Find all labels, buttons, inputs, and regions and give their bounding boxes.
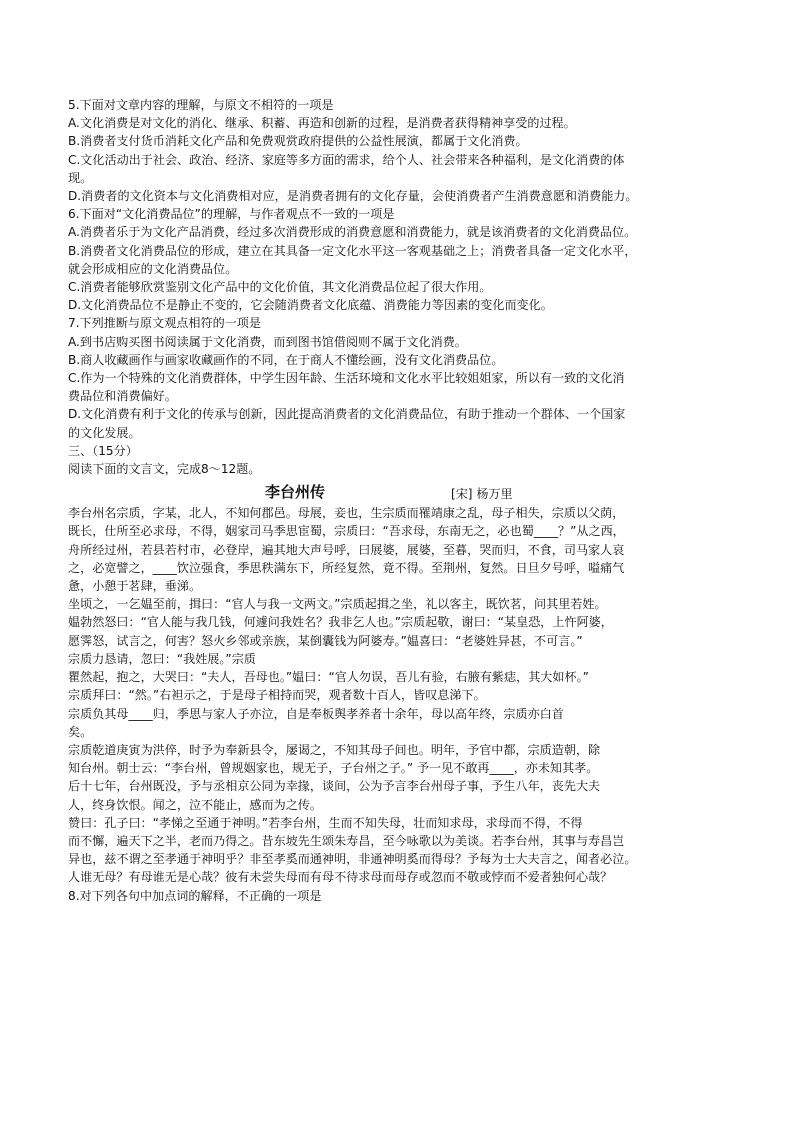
passage-line: 后十七年，台州既没，予与丞相京公同为幸掾，谈间，公为予言李台州母子事，予生八年，丧先大夫 [68,779,601,794]
text-line: 现。 [68,170,93,185]
text-line: C.作为一个特殊的文化消费群体，中学生因年龄、生活环境和文化水平比较姐姐家，所以有一致的文化消 [68,371,625,386]
text-line: B.消费者文化消费品位的形成，建立在其具备一定文化水平这一客观基础之上；消费者具备一定文化水平， [68,243,637,258]
text-line: C.消费者能够欣赏鉴别文化产品中的文化价值，其文化消费品位起了很大作用。 [68,280,492,295]
passage-line: 媪勃然怒曰：“官人能与我几钱，何遽问我姓名？我非乞人也。”宗质起敬，谢曰：“某皇恐，上忤阿婆， [68,615,613,630]
passage-line: 知台州。朝士云：“李台州，曾规姻家也，规无子，子台州之子。” 予一见不敢再____，亦未知其孝。 [68,761,599,776]
passage-line: 宗质乾道庚寅为洪倅，时予为奉新县令，屡谒之，不知其母子间也。明年，予官中都，宗质造朝，除 [68,742,601,757]
text-line: 6.下面对“文化消费品位”的理解，与作者观点不一致的一项是 [68,207,395,222]
text-line: 三、（15分） [68,443,138,458]
text-line: 的文化发展。 [68,425,141,440]
question-block [68,96,738,478]
passage-line: 宗质拜曰：“然。”右袒示之，于是母子相持而哭，观者数十百人，皆叹息涕下。 [68,688,486,703]
passage-line: 异也，兹不谓之至孝通于神明乎？非至孝奚而通神明，非通神明奚而得母？予每为士大夫言之，闻者必泣。 [68,852,637,867]
text-line: C.文化活动出于社会、政治、经济、家庭等多方面的需求，给个人、社会带来各种福利，是文化消费的体 [68,152,625,167]
text-line: A.文化消费是对文化的消化、继承、积蓄、再造和创新的过程，是消费者获得精神享受的过程。 [68,116,576,131]
passage-line: 瞿然起，抱之，大哭曰：“夫人，吾母也。”媪曰：“官人勿误，吾儿有验，右腋有紫痣，其大如杯。” [68,670,589,685]
text-line: 5.下面对文章内容的理解，与原文不相符的一项是 [68,98,334,112]
passage-line: 8.对下列各句中加点词的解释，不正确的一项是 [68,888,322,903]
passage-line: 舟所经过州，若县若村市，必登岸，遍其地大声号呼，曰展婆，展婆，至暮，哭而归，不食，司马家人哀 [68,542,625,557]
passage-line: 矣。 [68,724,93,739]
document-page [68,96,738,905]
text-line: A.消费者乐于为文化产品消费，经过多次消费形成的消费意愿和消费能力，就是该消费者的文化消费品位。 [68,225,637,240]
passage-line: 宗质力恳请，忽曰：“我姓展。”宗质 [68,651,256,666]
passage-line: 而不懈，遍天下之半，老而乃得之。昔东坡先生颂朱寿昌，至今咏歌以为美谈。若李台州，其事与寿昌岂 [68,833,625,848]
passage-block [68,504,738,904]
passage-author: [宋] 杨万里 [451,487,513,502]
text-line: 就会形成相应的文化消费品位。 [68,261,238,276]
text-line: D.消费者的文化资本与文化消费相对应，是消费者拥有的文化存量，会使消费者产生消费意愿和消费能力。 [68,189,638,204]
passage-line: 惫，小憩于茗肆，垂涕。 [68,579,202,594]
text-line: D.文化消费有利于文化的传承与创新，因此提高消费者的文化消费品位，有助于推动一个群体、一个国家 [68,407,626,422]
passage-line: 既长，仕所至必求母，不得，姻家司马季思宦蜀，宗质曰：“吾求母，东南无之，必也蜀____？”从之西， [68,524,625,539]
text-line: A.到书店购买图书阅读属于文化消费，而到图书馆借阅则不属于文化消费。 [68,334,467,349]
passage-line: 李台州名宗质，字某，北人，不知何郡邑。母展，妾也，生宗质而罹靖康之乱，母子相失，宗质以父荫， [68,506,625,521]
text-line: D.文化消费品位不是静止不变的，它会随消费者文化底蕴、消费能力等因素的变化而变化。 [68,298,553,313]
passage-line: 愿霁怒，试言之，何害？怒火乡邻或亲族，某倒囊钱为阿婆寿。”媪喜曰：“老婆姓异甚，不可言。” [68,633,583,648]
text-line: 7.下列推断与原文观点相符的一项是 [68,316,261,331]
title-row [68,478,738,504]
text-line: B.消费者支付货币消耗文化产品和免费观赏政府提供的公益性展演，都属于文化消费。 [68,134,528,149]
passage-title: 李台州传 [265,483,326,502]
passage-line: 之，必宽譬之，____饮泣强食，季思秩满东下，所经复然，竟不得。至荆州，复然。日旦夕号呼，嗌痛气 [68,560,625,575]
passage-line: 人谁无母？有母谁无是心哉？彼有未尝失母而有母不待求母而母存或忽而不敬或悖而不爱者独何心哉？ [68,870,613,885]
text-line: 费品位和消费偏好。 [68,389,177,404]
text-line: 阅读下面的文言文，完成8～12题。 [68,462,261,477]
passage-line: 赞曰：孔子曰：“孝悌之至通于神明。”若李台州，生而不知失母，壮而知求母，求母而不得，不得 [68,815,583,830]
passage-line: 宗质负其母____归，季思与家人子亦泣，自是奉板舆孝养者十余年，母以高年终，宗质亦白首 [68,706,564,721]
text-line: B.商人收藏画作与画家收藏画作的不同，在于商人不懂绘画，没有文化消费品位。 [68,352,504,367]
passage-line: 坐顷之，一乞媪至前，揖曰：“官人与我一文两文。”宗质起揖之坐，礼以客主，既饮茗，问其里若姓。 [68,597,607,612]
passage-line: 人，终身饮恨。闻之，泣不能止，感而为之传。 [68,797,322,812]
